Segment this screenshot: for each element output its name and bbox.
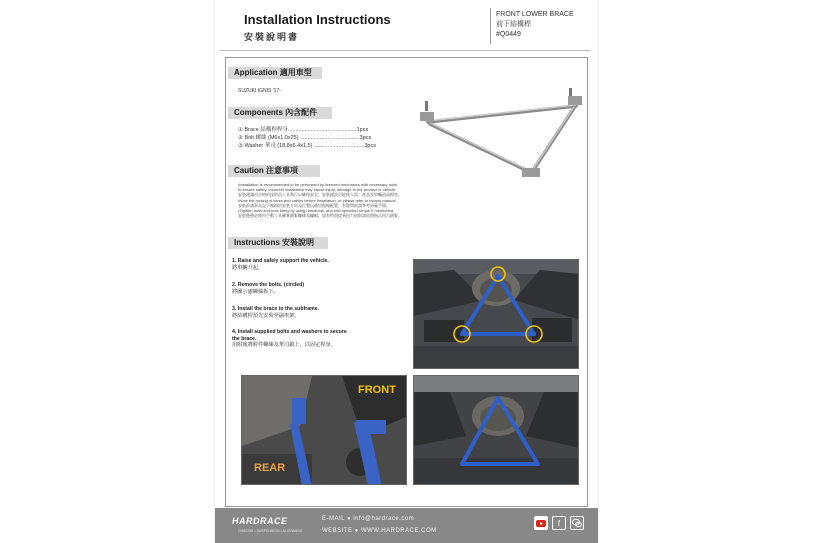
caution-line: •Note the routing of wires and cables before installation; or please refer to factory manual. [238,197,397,203]
product-info [496,10,574,40]
rear-label: REAR [254,462,286,474]
step-2 [232,282,304,295]
product-code: #Q0449 [496,31,521,38]
front-label: FRONT [358,384,396,396]
footer-website[interactable]: WEBSITE ● WWW.HARDRACE.COM [322,528,437,534]
caution-text [238,182,433,218]
caution-line: •Tighten bolts and nuts firmly by using handtools, and with specified torque if mentioned. [238,208,395,214]
brace-closeup-mount [292,398,306,424]
youtube-icon[interactable] [534,516,548,530]
instructions-heading: Instructions 安裝說明 [228,237,328,249]
brand-logo: HARDRACE [232,516,288,526]
caution-line: to ensure safety. Incorrect installation may cause injury, damage to the product or vehicle. [238,187,397,193]
brace-left-arm [430,124,530,172]
brace-mount-left [420,112,434,121]
facebook-icon[interactable]: f [552,516,566,530]
step-4 [232,329,347,349]
application-heading: Application 適用車型 [228,67,322,79]
photo-underside-bolts [413,259,579,369]
component-item: ② Bolt 螺絲 (M6x1.0x25) .......................................3pcs [238,135,372,141]
photo-closeup [241,375,407,485]
application-vehicle: SUZUKI IGNIS '17- [238,88,281,94]
photo-installed-drawing [414,376,579,485]
wechat-icon[interactable] [570,516,584,530]
brand-tagline: CHASSIS • SUSPENSION • ALIGNMENT [238,529,303,533]
step-text: 3. Install the brace to the subframe. [232,306,320,312]
step-text: the brace. [232,335,257,342]
product-name: FRONT LOWER BRACE [496,11,574,18]
photo-installed [413,375,579,485]
brace-mount-rear [522,168,540,177]
header-rule [220,50,590,51]
step-3 [232,306,319,319]
step-text-cn: 用附後將附件螺絲及華司鎖上，以固定桿身。 [232,342,336,348]
product-name-cn: 前下結構桿 [496,21,531,28]
step-1 [232,258,329,271]
step-text: 2. Remove the bolts. (circled) [232,282,305,288]
page-title-cn: 安裝說明書 [244,32,300,42]
step-text: 4. Install supplied bolts and washers to secure [232,329,347,335]
component-item: ③ Washer 華司 (18.8x6.4x1.5) .................................3pcs [238,143,376,149]
photo-underside-bolts-drawing [414,260,579,369]
caution-line: 安裝前請事先記下線路的安裝方向及位置以備回復線配置，有疑問則請參考原廠手冊。 [238,202,390,208]
step-text-cn: 將車輛升起。 [232,264,264,271]
header-divider [490,8,491,44]
step-text-cn: 將圖示處螺絲拆下。 [232,288,279,295]
component-item: ① Brace 結構桿桿身.............................................1pcs [238,127,369,133]
brace-top-bar [428,106,576,122]
caution-line: 安裝後務必使用手動工具確實鎖緊螺絲及螺帽，如有特別提到扭力值則請依照指示扭力鎖緊。 [238,213,402,219]
caution-heading: Caution 注意事項 [228,165,320,177]
page-title: Installation Instructions [244,12,391,27]
components-heading: Components 內含配件 [228,107,332,119]
step-text-cn: 將結構桿預先安裝至副車架。 [232,312,300,319]
footer-email[interactable]: E-MAIL ● info@hardrace.com [322,516,415,522]
brace-mount-right [568,96,582,105]
step-text: 1. Raise and safely support the vehicle. [232,258,329,264]
brace-illustration [418,88,586,180]
caution-line: 安裝建議由合格的技術員工具執行以確保安全，安裝錯誤可能使人員、產品及車輛造成損害。 [238,192,402,198]
caution-line: •Installation is recommended to be performed by licensed mechanics with necessary tools [238,182,398,187]
